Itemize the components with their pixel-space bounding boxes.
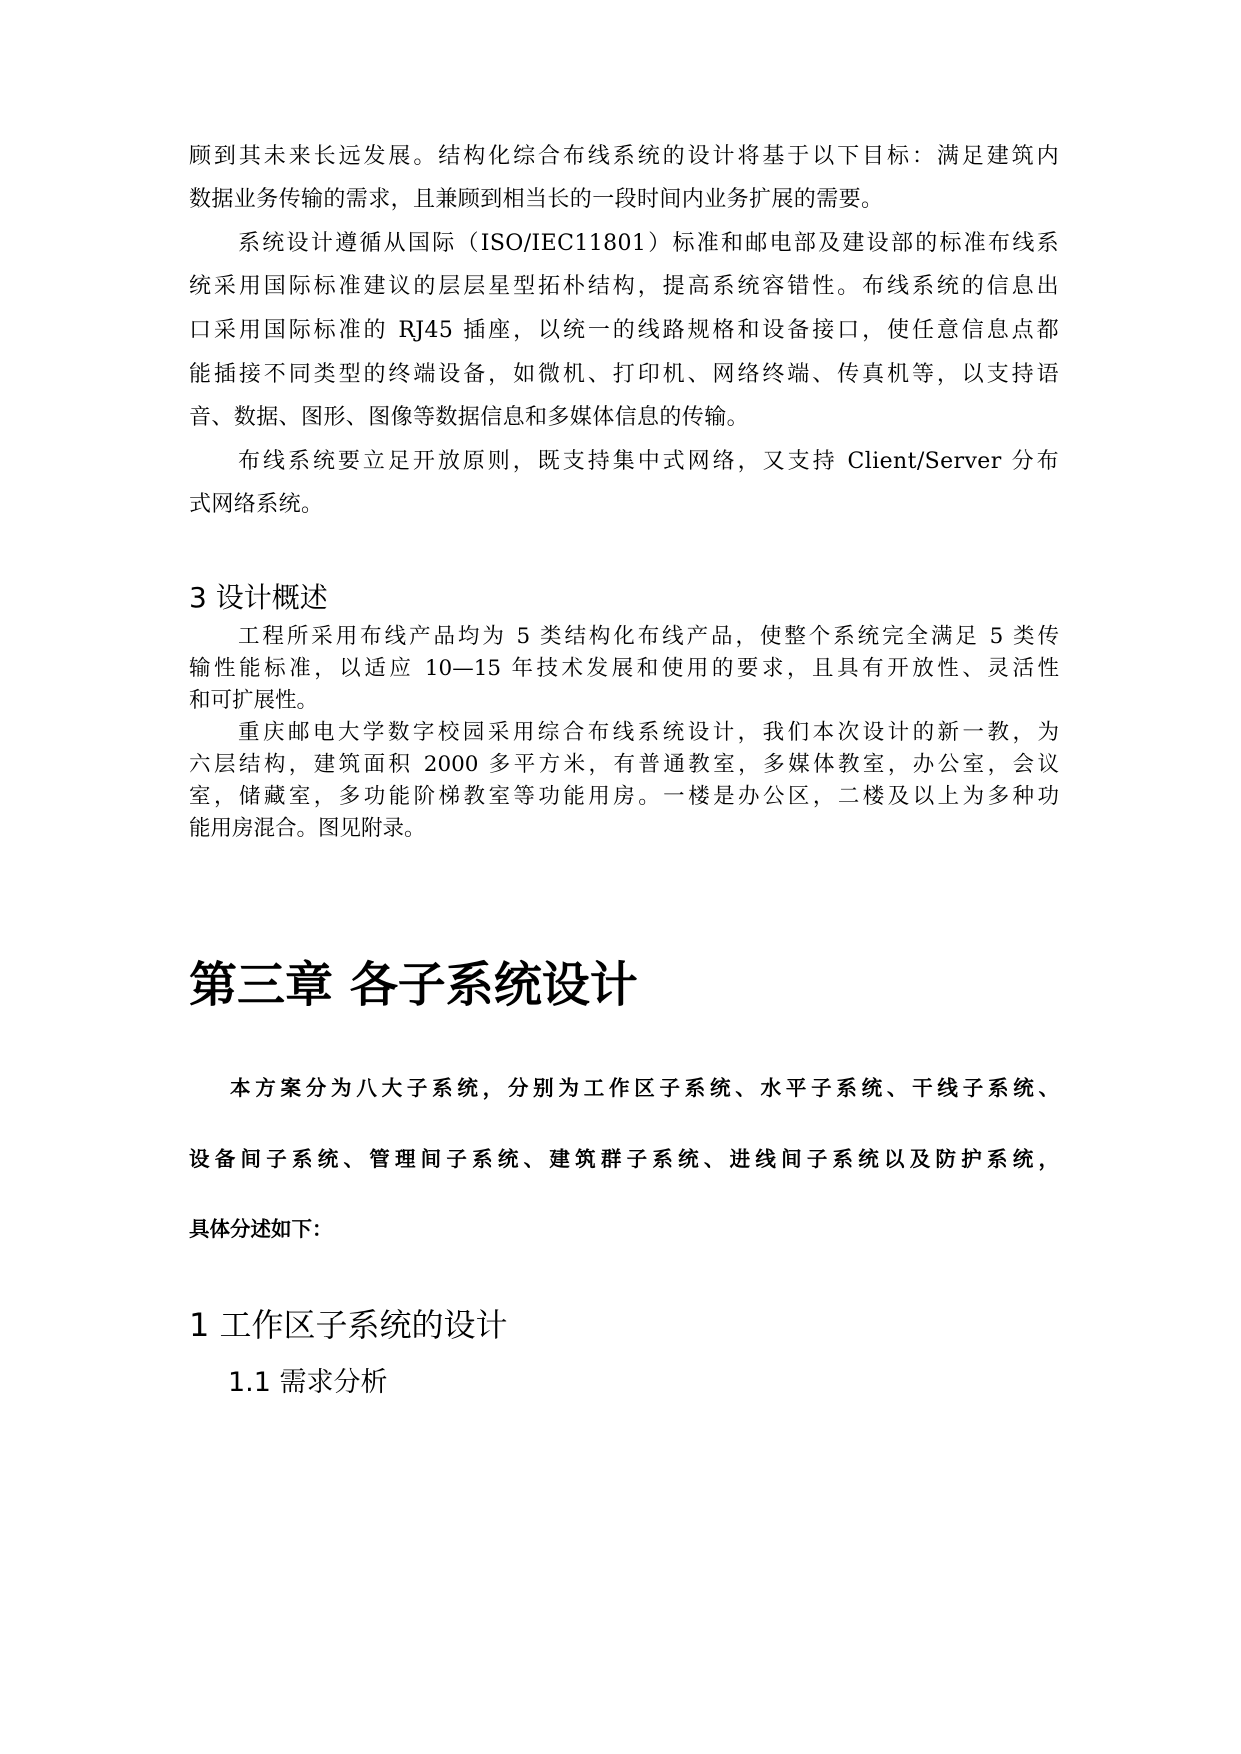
body-text-line: 重庆邮电大学数字校园采用综合布线系统设计，我们本次设计的新一教，为 xyxy=(238,720,1059,745)
body-text-line: 工程所采用布线产品均为 5 类结构化布线产品，使整个系统完全满足 5 类传 xyxy=(238,624,1059,649)
chapter-title: 第三章 各子系统设计 xyxy=(189,957,638,1013)
section-heading: 1 工作区子系统的设计 xyxy=(189,1306,508,1344)
bold-text-line: 设备间子系统、管理间子系统、建筑群子系统、进线间子系统以及防护系统， xyxy=(189,1147,1059,1171)
bold-text-line: 具体分述如下： xyxy=(189,1217,333,1241)
body-text-line: 统采用国际标准建议的层层星型拓朴结构，提高系统容错性。布线系统的信息出 xyxy=(189,274,1059,299)
body-text-line: 六层结构，建筑面积 2000 多平方米，有普通教室，多媒体教室，办公室，会议 xyxy=(189,752,1059,777)
body-text-line: 音、数据、图形、图像等数据信息和多媒体信息的传输。 xyxy=(189,405,750,430)
body-text-line: 口采用国际标准的 RJ45 插座，以统一的线路规格和设备接口，使任意信息点都 xyxy=(189,318,1059,343)
section-heading: 3 设计概述 xyxy=(189,581,328,614)
bold-text-line: 本方案分为八大子系统，分别为工作区子系统、水平子系统、干线子系统、 xyxy=(230,1076,1059,1100)
body-text-line: 能用房混合。图见附录。 xyxy=(189,816,426,841)
body-text-line: 顾到其未来长远发展。结构化综合布线系统的设计将基于以下目标：满足建筑内 xyxy=(189,144,1059,169)
subsection-heading: 1.1 需求分析 xyxy=(228,1367,388,1398)
body-text-line: 数据业务传输的需求，且兼顾到相当长的一段时间内业务扩展的需要。 xyxy=(189,187,884,212)
body-text-line: 系统设计遵循从国际（ISO/IEC11801）标准和邮电部及建设部的标准布线系 xyxy=(238,231,1059,256)
body-text-line: 室，储藏室，多功能阶梯教室等功能用房。一楼是办公区，二楼及以上为多种功 xyxy=(189,784,1059,809)
body-text-line: 式网络系统。 xyxy=(189,492,324,517)
body-text-line: 能插接不同类型的终端设备，如微机、打印机、网络终端、传真机等，以支持语 xyxy=(189,362,1059,387)
body-text-line: 和可扩展性。 xyxy=(189,688,319,713)
body-text-line: 布线系统要立足开放原则，既支持集中式网络，又支持 Client/Server 分布 xyxy=(238,449,1059,474)
body-text-line: 输性能标准，以适应 10—15 年技术发展和使用的要求，且具有开放性、灵活性 xyxy=(189,656,1059,681)
